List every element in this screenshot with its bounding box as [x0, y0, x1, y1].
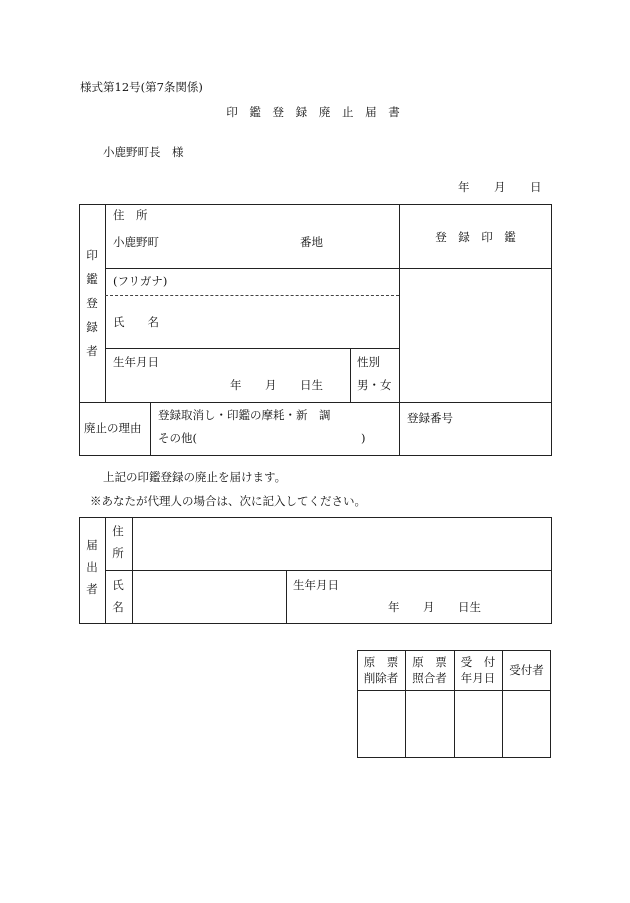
form-number: 様式第12号(第7条関係) [80, 80, 203, 94]
birth-day: 日生 [300, 378, 323, 392]
birth-month: 月 [265, 378, 277, 392]
note-line-1: 上記の印鑑登録の廃止を届けます。 [103, 470, 287, 484]
divider [150, 402, 151, 456]
town-name: 小鹿野町 [113, 235, 159, 249]
office-col1-line1: 原 票 [363, 655, 399, 669]
notifier-birth-label: 生年月日 [293, 578, 339, 592]
date-day: 日 [530, 180, 542, 194]
name-label: 氏 名 [113, 315, 159, 329]
notifier-birth-month: 月 [423, 600, 435, 614]
office-col2-line2: 照合者 [412, 671, 447, 685]
birth-label: 生年月日 [113, 355, 159, 369]
birth-year: 年 [230, 378, 242, 392]
divider [105, 268, 552, 269]
addressee: 小鹿野町長 様 [103, 145, 184, 159]
notifier-name-label [108, 580, 128, 624]
date-year: 年 [458, 180, 470, 194]
office-col2-line1: 原 票 [412, 655, 447, 669]
dashed-divider [105, 295, 399, 296]
registrant-section-label [82, 250, 102, 370]
divider [350, 348, 351, 402]
label-char: 録 [86, 320, 98, 334]
banchi-label: 番地 [300, 235, 323, 249]
reason-option-2: その他( [158, 431, 197, 445]
divider [105, 570, 552, 571]
label-char: 者 [86, 344, 98, 358]
notifier-address-label [108, 526, 128, 570]
reason-close-paren: ) [361, 431, 366, 445]
label-char: 鑑 [86, 272, 98, 286]
office-col1-line2: 削除者 [363, 671, 399, 685]
divider [357, 690, 551, 691]
label-char: 印 [86, 248, 98, 262]
sex-label: 性別 [357, 355, 380, 369]
label-char: 届 [86, 538, 98, 552]
label-char: 氏 [112, 578, 124, 592]
notifier-birth-day: 日生 [458, 600, 481, 614]
label-char: 登 [86, 296, 98, 310]
furigana-label: (フリガナ) [113, 274, 168, 288]
notifier-section-label [82, 540, 102, 606]
registration-number-label: 登録番号 [407, 411, 453, 425]
reason-label: 廃止の理由 [84, 421, 142, 435]
date-month: 月 [494, 180, 506, 194]
sex-options: 男・女 [357, 378, 392, 392]
note-line-2: ※あなたが代理人の場合は、次に記入してください。 [90, 494, 366, 508]
divider [105, 348, 399, 349]
label-char: 名 [112, 600, 124, 614]
notifier-birth-year: 年 [388, 600, 400, 614]
label-char: 者 [86, 582, 98, 596]
label-char: 出 [86, 560, 98, 574]
divider [286, 570, 287, 624]
form-title: 印 鑑 登 録 廃 止 届 書 [226, 105, 404, 119]
seal-label: 登 録 印 鑑 [435, 230, 516, 244]
label-char: 住 [112, 524, 124, 538]
label-char: 所 [112, 546, 124, 560]
address-label: 住 所 [113, 208, 148, 222]
office-col3-line1: 受 付 [460, 655, 496, 669]
office-col3-line2: 年月日 [460, 671, 496, 685]
office-col4: 受付者 [509, 663, 544, 677]
divider [105, 204, 106, 402]
reason-option-1: 登録取消し・印鑑の摩耗・新 調 [158, 408, 331, 422]
